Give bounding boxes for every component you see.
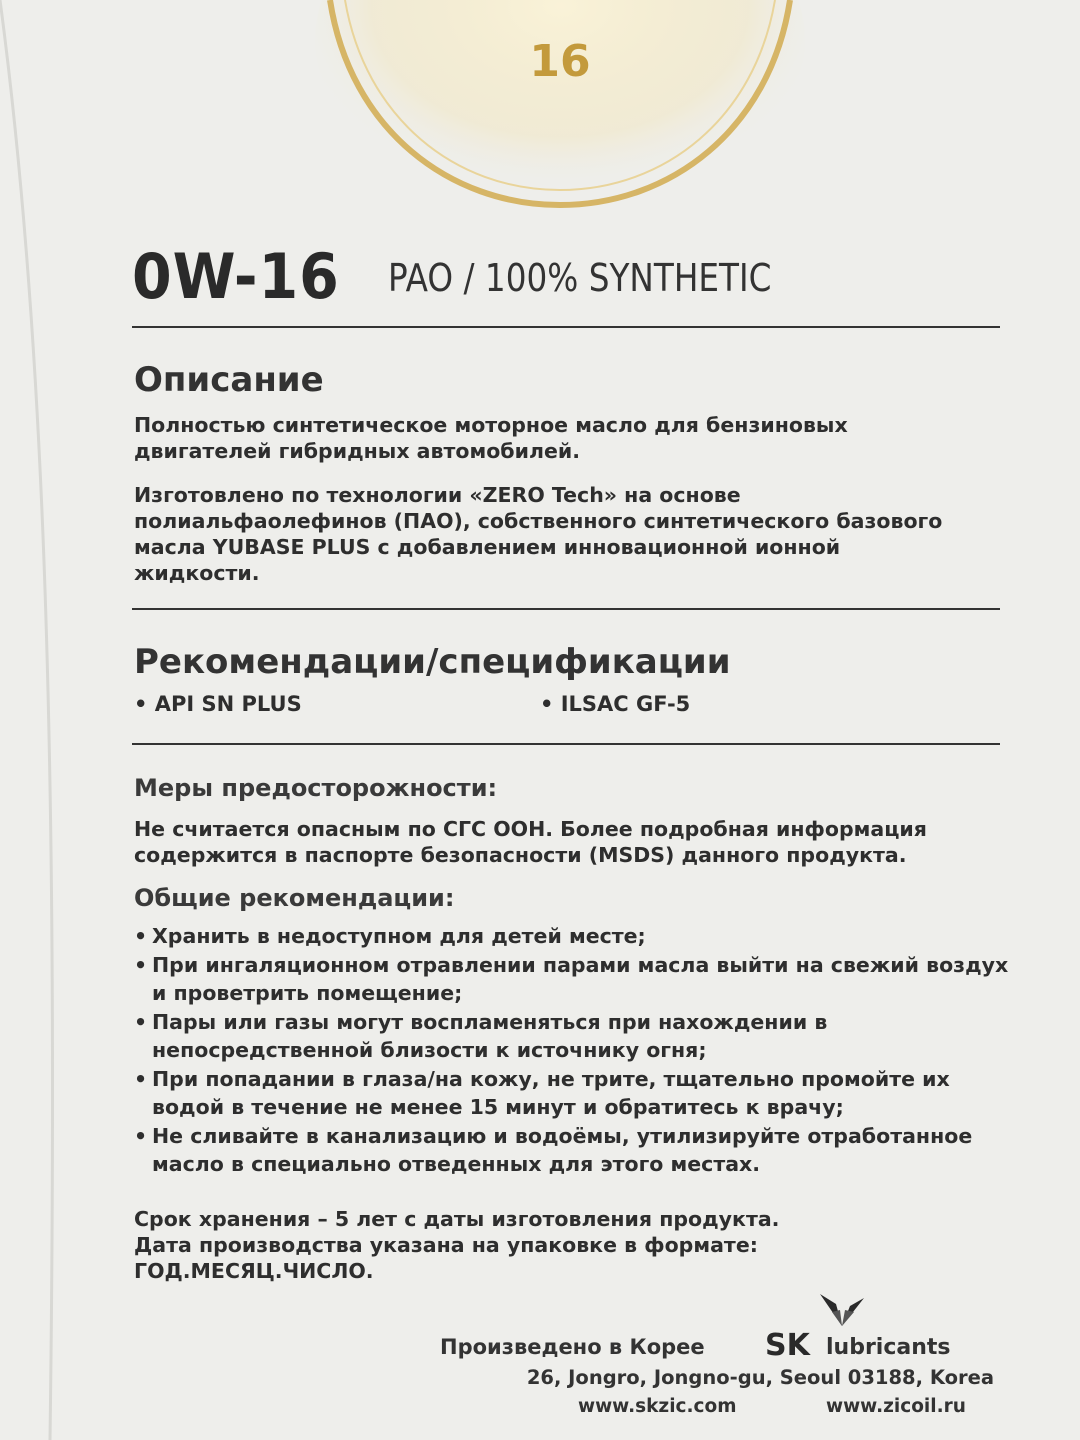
general-recommendations-list <box>134 922 1014 1179</box>
divider <box>132 326 1000 328</box>
description-heading: Описание <box>134 360 324 400</box>
precautions-heading: Меры предосторожности: <box>134 774 498 802</box>
general-heading: Общие рекомендации: <box>134 884 455 912</box>
viscosity-grade: 0W-16 <box>132 240 340 313</box>
brand-sk: SK <box>765 1328 810 1363</box>
website-link[interactable]: www.zicoil.ru <box>826 1396 966 1417</box>
spec-item: • ILSAC GF-5 <box>540 692 691 716</box>
divider <box>132 743 1000 745</box>
sk-butterfly-logo-icon <box>812 1290 872 1334</box>
spec-item: • API SN PLUS <box>134 692 302 716</box>
list-item: • Не сливайте в канализацию и водоёмы, утилизируйте отработанное масло в специально отведенных для этого местах. <box>134 1122 1014 1179</box>
divider <box>132 608 1000 610</box>
website-link[interactable]: www.skzic.com <box>578 1396 737 1417</box>
brand-lubricants: lubricants <box>826 1335 951 1360</box>
list-item: • При попадании в глаза/на кожу, не трите, тщательно промойте их водой в течение не менее 15 минут и обратитесь к врачу; <box>134 1065 1014 1122</box>
emblem-number: 16 <box>529 36 591 87</box>
description-paragraph-1: Полностью синтетическое моторное масло для бензиновых двигателей гибридных автомобилей. <box>134 413 848 463</box>
storage-line-2: Дата производства указана на упаковке в формате: <box>134 1233 758 1257</box>
list-item: • Пары или газы могут воспламеняться при нахождении в непосредственной близости к источнику огня; <box>134 1008 1014 1065</box>
address: 26, Jongro, Jongno-gu, Seoul 03188, Korea <box>526 1366 994 1389</box>
storage-line-1: Срок хранения – 5 лет с даты изготовления продукта. <box>134 1207 780 1231</box>
description-paragraph-2: Изготовлено по технологии «ZERO Tech» на основе полиальфаолефинов (ПАО), собственного синтетического базового масла YUBASE PLUS с добавлением инновационной ионной жидкости. <box>134 483 943 585</box>
oil-type-subtitle: PAO / 100% SYNTHETIC <box>388 256 772 300</box>
list-item: • Хранить в недоступном для детей месте; <box>134 922 1014 951</box>
specs-heading: Рекомендации/спецификации <box>134 642 731 682</box>
precautions-text: Не считается опасным по СГС ООН. Более подробная информация содержится в паспорте безопасности (MSDS) данного продукта. <box>134 817 927 867</box>
storage-line-3: ГОД.МЕСЯЦ.ЧИСЛО. <box>134 1259 374 1283</box>
made-in-text: Произведено в Корее <box>440 1335 705 1359</box>
list-item: • При ингаляционном отравлении парами масла выйти на свежий воздух и проветрить помещение; <box>134 951 1014 1008</box>
